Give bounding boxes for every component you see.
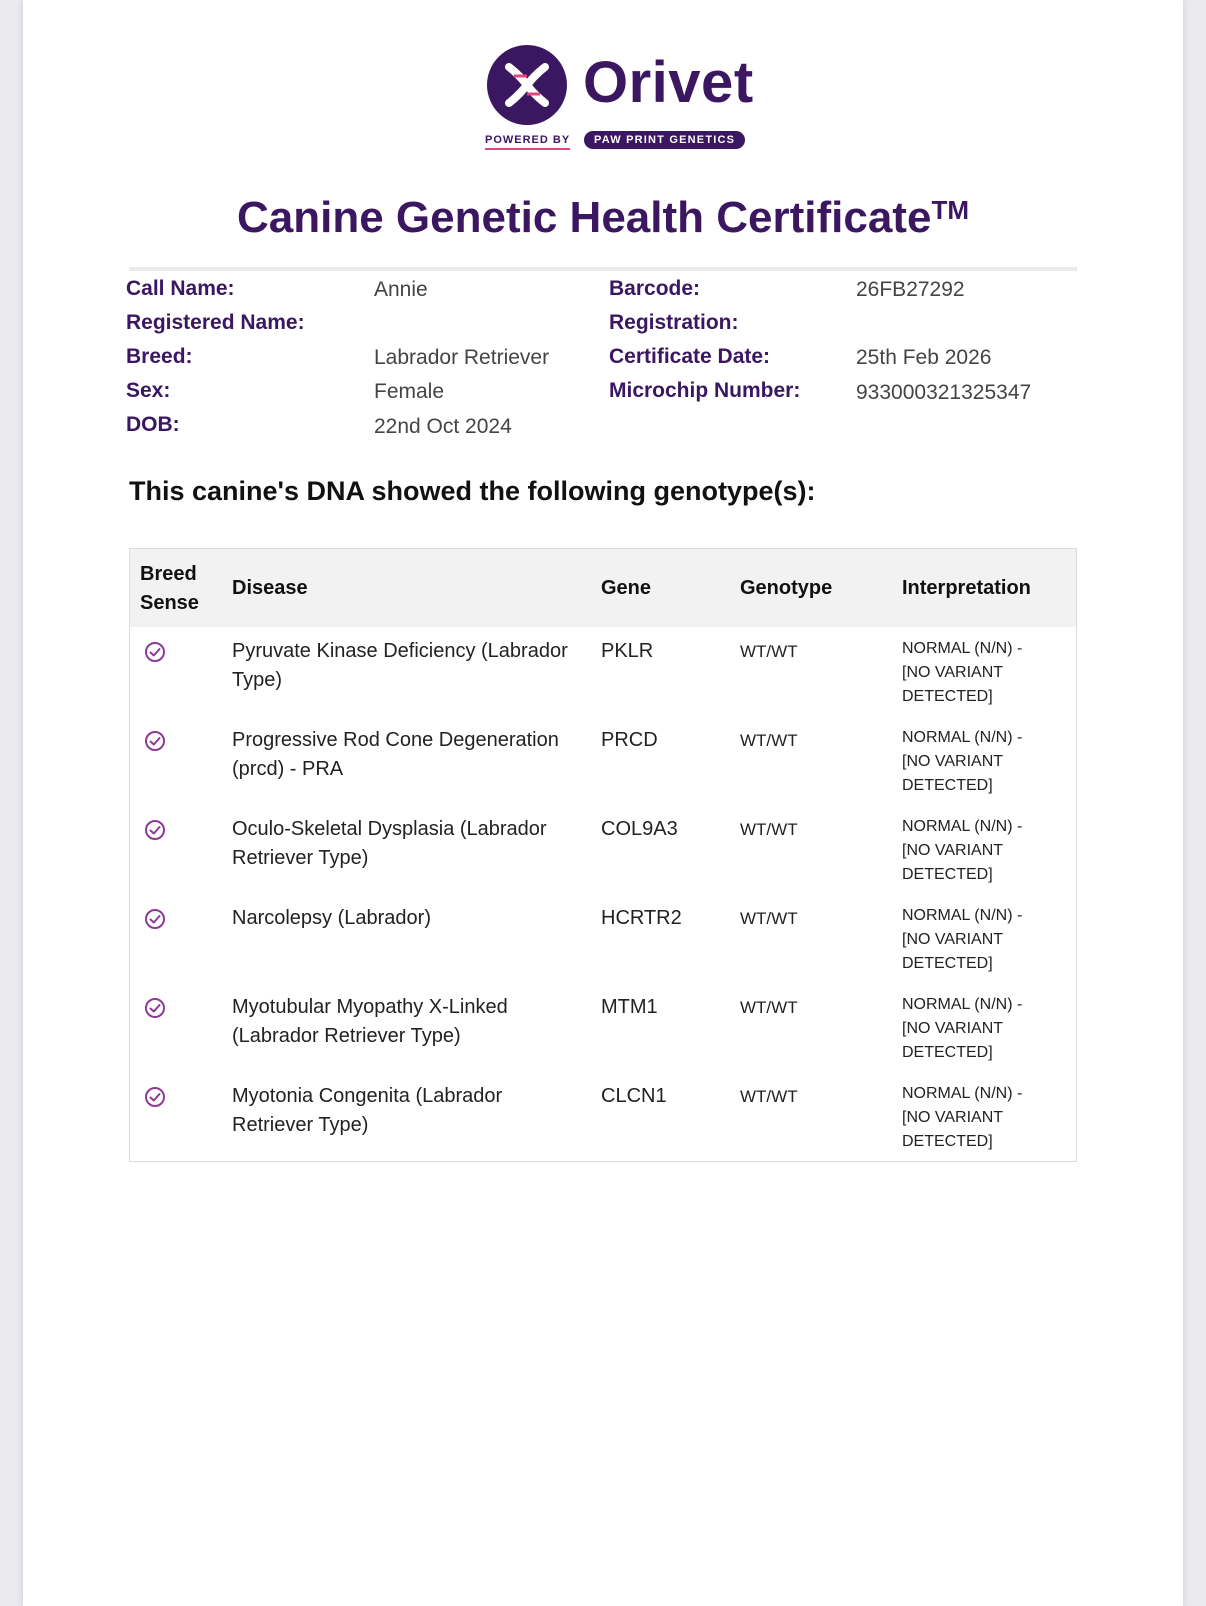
certificate-date-label: Certificate Date:	[609, 345, 771, 368]
disease-cell: Pyruvate Kinase Deficiency (Labrador Type)	[232, 640, 568, 691]
page-title	[23, 190, 1183, 246]
disease-cell: Narcolepsy (Labrador)	[232, 907, 431, 929]
genotype-cell: WT/WT	[740, 1087, 798, 1106]
check-circle-icon	[144, 641, 166, 668]
interpretation-cell: NORMAL (N/N) - [NO VARIANT DETECTED]	[902, 818, 1023, 883]
check-circle-icon	[144, 1086, 166, 1113]
gene-cell: PRCD	[601, 729, 658, 751]
certificate-page	[23, 0, 1183, 1606]
gene-cell: HCRTR2	[601, 907, 682, 929]
interpretation-cell: NORMAL (N/N) - [NO VARIANT DETECTED]	[902, 640, 1023, 705]
disease-cell: Oculo-Skeletal Dysplasia (Labrador Retriever Type)	[232, 818, 547, 869]
interpretation-cell: NORMAL (N/N) - [NO VARIANT DETECTED]	[902, 1085, 1023, 1150]
breed-value: Labrador Retriever	[374, 346, 550, 369]
check-circle-icon	[144, 908, 166, 935]
genotype-table	[129, 548, 1077, 1162]
gene-cell: PKLR	[601, 640, 654, 662]
genotype-cell: WT/WT	[740, 998, 798, 1017]
powered-by-label: POWERED BY	[485, 134, 570, 150]
dob-value: 22nd Oct 2024	[374, 415, 512, 438]
table-row	[130, 983, 1076, 1072]
certificate-title: Canine Genetic Health Certificate	[237, 193, 932, 242]
table-row	[130, 894, 1076, 983]
interpretation-cell: NORMAL (N/N) - [NO VARIANT DETECTED]	[902, 729, 1023, 794]
gene-cell: COL9A3	[601, 818, 678, 840]
sex-label: Sex:	[126, 379, 171, 402]
check-circle-icon	[144, 730, 166, 757]
microchip-label: Microchip Number:	[609, 379, 801, 402]
registered-name-label: Registered Name:	[126, 311, 305, 334]
barcode-label: Barcode:	[609, 277, 701, 300]
check-circle-icon	[144, 997, 166, 1024]
disease-cell: Myotonia Congenita (Labrador Retriever Type)	[232, 1085, 503, 1136]
breed-label: Breed:	[126, 345, 193, 368]
trademark-mark: TM	[931, 195, 969, 225]
table-row	[130, 1072, 1076, 1161]
genotype-cell: WT/WT	[740, 731, 798, 750]
genotype-cell: WT/WT	[740, 642, 798, 661]
genotype-cell: WT/WT	[740, 820, 798, 839]
sex-value: Female	[374, 380, 445, 403]
interpretation-cell: NORMAL (N/N) - [NO VARIANT DETECTED]	[902, 907, 1023, 972]
dob-label: DOB:	[126, 413, 180, 436]
header-breed-sense-line2: Sense	[140, 592, 199, 614]
dna-logo-icon	[487, 45, 567, 125]
barcode-value: 26FB27292	[856, 278, 965, 301]
table-row	[130, 805, 1076, 894]
orivet-logo	[463, 42, 763, 157]
call-name-label: Call Name:	[126, 277, 235, 300]
disease-cell: Progressive Rod Cone Degeneration (prcd) - PRA	[232, 729, 559, 780]
header-genotype: Genotype	[740, 577, 833, 599]
call-name-value: Annie	[374, 278, 428, 301]
microchip-value: 933000321325347	[856, 381, 1032, 404]
gene-cell: CLCN1	[601, 1085, 667, 1107]
registration-label: Registration:	[609, 311, 739, 334]
gene-cell: MTM1	[601, 996, 658, 1018]
genotype-cell: WT/WT	[740, 909, 798, 928]
divider	[129, 267, 1077, 271]
partner-badge: PAW PRINT GENETICS	[584, 131, 745, 149]
certificate-date-value: 25th Feb 2026	[856, 346, 992, 369]
disease-cell: Myotubular Myopathy X-Linked (Labrador Retriever Type)	[232, 996, 508, 1047]
check-circle-icon	[144, 819, 166, 846]
table-row	[130, 716, 1076, 805]
results-heading: This canine's DNA showed the following genotype(s):	[129, 476, 816, 506]
table-header	[130, 549, 1076, 627]
interpretation-cell: NORMAL (N/N) - [NO VARIANT DETECTED]	[902, 996, 1023, 1061]
header-breed-sense-line1: Breed	[140, 563, 197, 585]
table-row	[130, 627, 1076, 716]
brand-name: Orivet	[583, 50, 754, 115]
header-interpretation: Interpretation	[902, 577, 1031, 599]
header-gene: Gene	[601, 577, 652, 599]
header-disease: Disease	[232, 577, 308, 599]
